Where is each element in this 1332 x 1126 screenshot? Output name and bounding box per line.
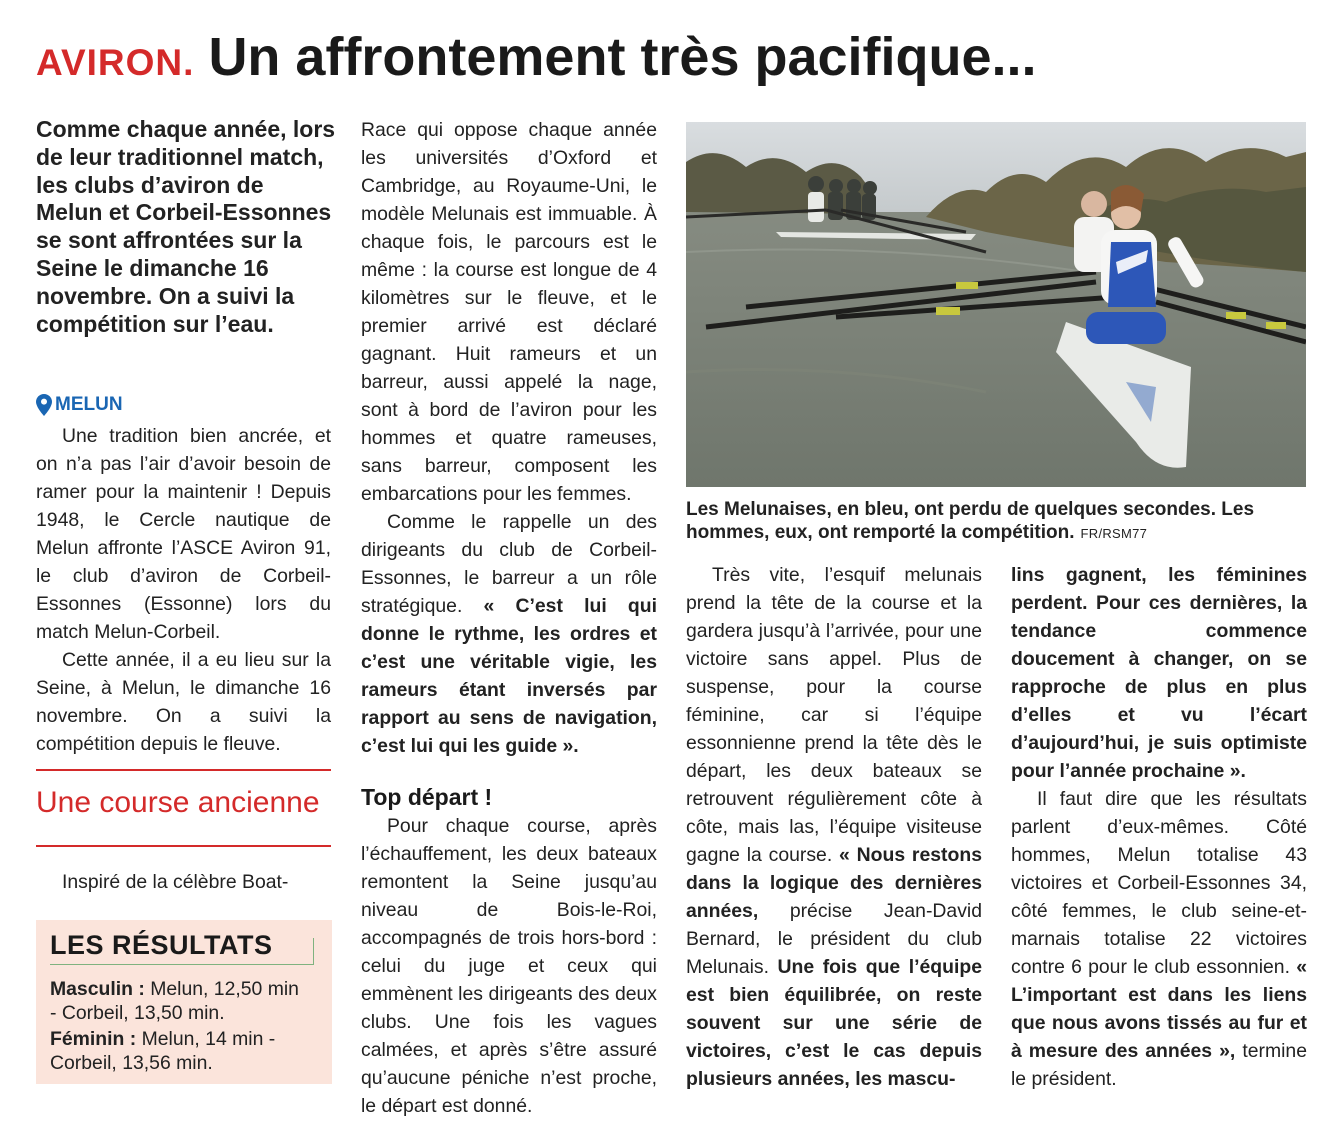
paragraph xyxy=(686,561,982,1093)
quote: lins gagnent, les féminines perdent. Pour ces dernières, la tendance commence doucement à changer, on se rapproche de plus en plus d’elles et vu l’écart d’aujourd’hui, je suis optimiste pour l’année prochaine ». xyxy=(1011,564,1307,782)
location-label: MELUN xyxy=(55,394,123,415)
divider xyxy=(36,769,331,771)
paragraph xyxy=(361,508,657,760)
quote: Une fois que l’équipe est bien équilibrée, on reste souvent sur une série de victoires, c’est le cas depuis plusieurs années, les mascu- xyxy=(686,956,982,1090)
subheading: Une course ancienne xyxy=(36,786,320,819)
column-2 xyxy=(361,116,657,760)
quote: « C’est lui qui donne le rythme, les ordres et c’est une véritable vigie, les rameurs étant inversés par rapport au sens de navigation, c’est lui qui les guide ». xyxy=(361,595,658,757)
subheading: Top départ ! xyxy=(361,784,493,810)
paragraph-text: Il faut dire que les résultats parlent d’eux-mêmes. Côté hommes, Melun totalise 43 victoires et Corbeil-Essonnes 34, côté femmes, le club seine-et-marnais totalise 22 victoires contre 6 pour le club essonnien. xyxy=(1011,788,1307,978)
result-masculin: Melun, 12,50 min - Corbeil, 13,50 min. xyxy=(50,978,299,1024)
rowing-photo xyxy=(686,122,1306,487)
results-title: LES RÉSULTATS xyxy=(50,930,273,960)
lede: Comme chaque année, lors de leur traditionnel match, les clubs d’aviron de Melun et Corbeil-Essonnes se sont affrontées sur la Seine le dimanche 16 novembre. On a suivi la compétition sur l’eau. xyxy=(36,116,336,337)
photo-caption xyxy=(686,498,1306,545)
paragraph-text: Comme le rappelle un des dirigeants du club de Corbeil-Essonnes, le barreur a un rôle stratégique. xyxy=(361,511,657,617)
column-4 xyxy=(1011,561,1307,1093)
paragraph: Une tradition bien ancrée, et on n’a pas l’air d’avoir besoin de ramer pour la maintenir ! Depuis 1948, le Cercle nautique de Melun affronte l’ASCE Aviron 91, le club d’aviron de Corbeil-Essonnes (Essonne) lors du match Melun-Corbeil. xyxy=(36,425,331,643)
caption-text: Les Melunaises, en bleu, ont perdu de quelques secondes. Les hommes, eux, ont remporté la compétition. xyxy=(686,499,1255,543)
paragraph xyxy=(1011,785,1307,1093)
result-label-feminin: Féminin : xyxy=(50,1028,137,1050)
divider xyxy=(313,938,314,964)
map-pin-icon xyxy=(36,394,52,416)
result-label-masculin: Masculin : xyxy=(50,978,145,1000)
divider xyxy=(50,964,314,965)
results-text xyxy=(50,977,310,1075)
result-feminin: Melun, 14 min - Corbeil, 13,56 min. xyxy=(50,1028,276,1074)
location xyxy=(36,394,123,416)
paragraph: Cette année, il a eu lieu sur la Seine, à Melun, le dimanche 16 novembre. On a suivi la compétition depuis le fleuve. xyxy=(36,649,331,755)
column-1-continued xyxy=(36,868,331,896)
photo-credit: FR/RSM77 xyxy=(1080,526,1148,541)
article-title: Un affrontement très pacifique... xyxy=(208,27,1037,87)
paragraph-text: termine le président. xyxy=(1011,1040,1307,1090)
kicker: AVIRON. xyxy=(36,42,195,83)
column-3 xyxy=(686,561,982,1093)
column-2-continued xyxy=(361,812,657,1120)
paragraph-text: précise Jean-David Bernard, le président du club Melunais. xyxy=(686,900,982,978)
column-1 xyxy=(36,422,331,758)
paragraph: Inspiré de la célèbre Boat- xyxy=(62,871,289,893)
headline xyxy=(36,26,1037,88)
photo-rowing xyxy=(686,122,1306,487)
quote: « Nous restons dans la logique des dernières années, xyxy=(686,844,982,922)
paragraph: Pour chaque course, après l’échauffement, les deux bateaux remontent la Seine jusqu’au niveau de Bois-le-Roi, accompagnés de trois hors-bord : celui du juge et ceux qui emmènent les dirigeants des deux clubs. Une fois les vagues calmées, et après s’être assuré qu’aucune péniche n’est proche, le départ est donné. xyxy=(361,815,657,1117)
quote: « L’important est dans les liens que nous avons tissés au fur et à mesure des années », xyxy=(1011,956,1307,1062)
divider xyxy=(36,845,331,847)
paragraph: Race qui oppose chaque année les universités d’Oxford et Cambridge, au Royaume-Uni, le modèle Melunais est immuable. À chaque fois, le parcours est le même : la course est longue de 4 kilomètres sur le fleuve, et le premier arrivé est déclaré gagnant. Huit rameurs et un barreur, aussi appelé la nage, sont à bord de l’aviron pour les hommes et quatre rameuses, sans barreur, composent les embarcations pour les femmes. xyxy=(361,119,657,505)
paragraph-text: Très vite, l’esquif melunais prend la tête de la course et la gardera jusqu’à l’arrivée, pour une victoire sans appel. Plus de suspense, pour la course féminine, car si l’équipe essonnienne prend la tête dès le départ, les deux bateaux se retrouvent régulièrement côte à côte, mais las, l’équipe visiteuse gagne la course. xyxy=(686,564,982,866)
